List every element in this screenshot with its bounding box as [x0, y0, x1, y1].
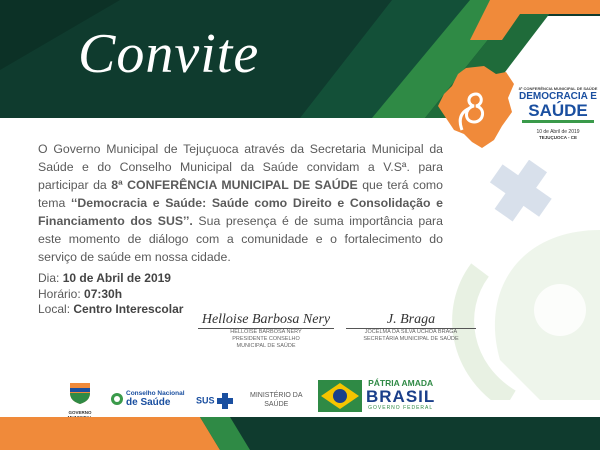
logo-date: 10 de Abril de 2019 — [536, 129, 580, 135]
date-label: Dia: — [38, 271, 60, 285]
page-title: Convite — [78, 23, 260, 85]
event-details — [38, 271, 183, 318]
signature-name: HELLOISE BARBOSA NERY — [230, 329, 302, 335]
bottom-band — [0, 417, 600, 450]
gov-label: GOVERNO — [68, 410, 92, 415]
brazil-flag-icon — [318, 380, 362, 412]
ms-line1: MINISTÉRIO DA — [250, 392, 303, 399]
signature-script: Helloise Barbosa Nery — [201, 312, 331, 327]
sus-logo — [196, 393, 233, 409]
sus-label: SUS — [196, 395, 215, 406]
ms-line2: SAÚDE — [264, 401, 289, 408]
signature-role: SECRETÁRIA MUNICIPAL DE SAÚDE — [363, 336, 459, 342]
event-name: 8ª CONFERÊNCIA MUNICIPAL DE SAÚDE — [111, 178, 358, 192]
logo-city: TEJUÇUOCA - CE — [538, 135, 578, 140]
invitation-text — [38, 140, 443, 266]
logo-line2: SAÚDE — [528, 101, 588, 120]
closing-text: Sua presença é de suma importância para este momento de diálogo com a comunidade e o fortalecimento do serviço de saúde em nossa cidade. — [38, 214, 443, 264]
logo-line1: DEMOCRACIA E — [519, 91, 597, 102]
cns-line2: de Saúde — [126, 397, 171, 408]
signature-president — [198, 312, 334, 350]
ministerio-logo — [250, 391, 303, 409]
plus-icon — [217, 393, 233, 409]
signature-script: J. Braga — [386, 312, 436, 327]
signature-role: MUNICIPAL DE SAÚDE — [236, 343, 296, 349]
theme-prefix: que terá como tema — [38, 178, 443, 210]
signature-name: JOCELMA DA SILVA UCHOA BRAGA — [364, 329, 458, 335]
place-value: Centro Interescolar — [73, 302, 184, 316]
ceara-map-icon — [436, 64, 516, 150]
brasil-line3: GOVERNO FEDERAL — [368, 405, 434, 411]
decorative-health-cross-icon — [440, 160, 600, 400]
brasil-line1: PÁTRIA AMADA — [368, 378, 434, 388]
shield-icon — [67, 381, 93, 405]
logo-subtitle: 8ª CONFERÊNCIA MUNICIPAL DE SAÚDE — [518, 86, 598, 91]
brasil-logo — [318, 378, 435, 412]
logo-bar — [522, 120, 594, 123]
place-row — [38, 302, 183, 318]
intro-text: O Governo Municipal de Tejuçuoca através da Secretaria Municipal da Saúde e do Conselho Municipal da Saúde convidam a V.Sª. para participar da — [38, 142, 443, 192]
date-value: 10 de Abril de 2019 — [62, 271, 171, 285]
cns-line1: Conselho Nacional — [126, 390, 185, 397]
event-logo — [436, 64, 600, 150]
time-row — [38, 287, 183, 303]
gov-municipal-logo — [58, 381, 102, 420]
signature-role: PRESIDENTE CONSELHO — [232, 336, 300, 342]
cns-icon — [110, 392, 124, 406]
time-value: 07:30h — [84, 286, 123, 301]
time-label: Horário: — [38, 286, 81, 301]
cns-logo — [110, 390, 185, 408]
date-row — [38, 271, 183, 287]
place-label: Local: — [38, 302, 71, 316]
event-theme: ‘‘Democracia e Saúde: Saúde como Direito e Consolidação e Financiamento dos SUS’’. — [38, 196, 443, 228]
signature-secretary — [346, 312, 476, 343]
brasil-line2: BRASIL — [366, 387, 436, 406]
